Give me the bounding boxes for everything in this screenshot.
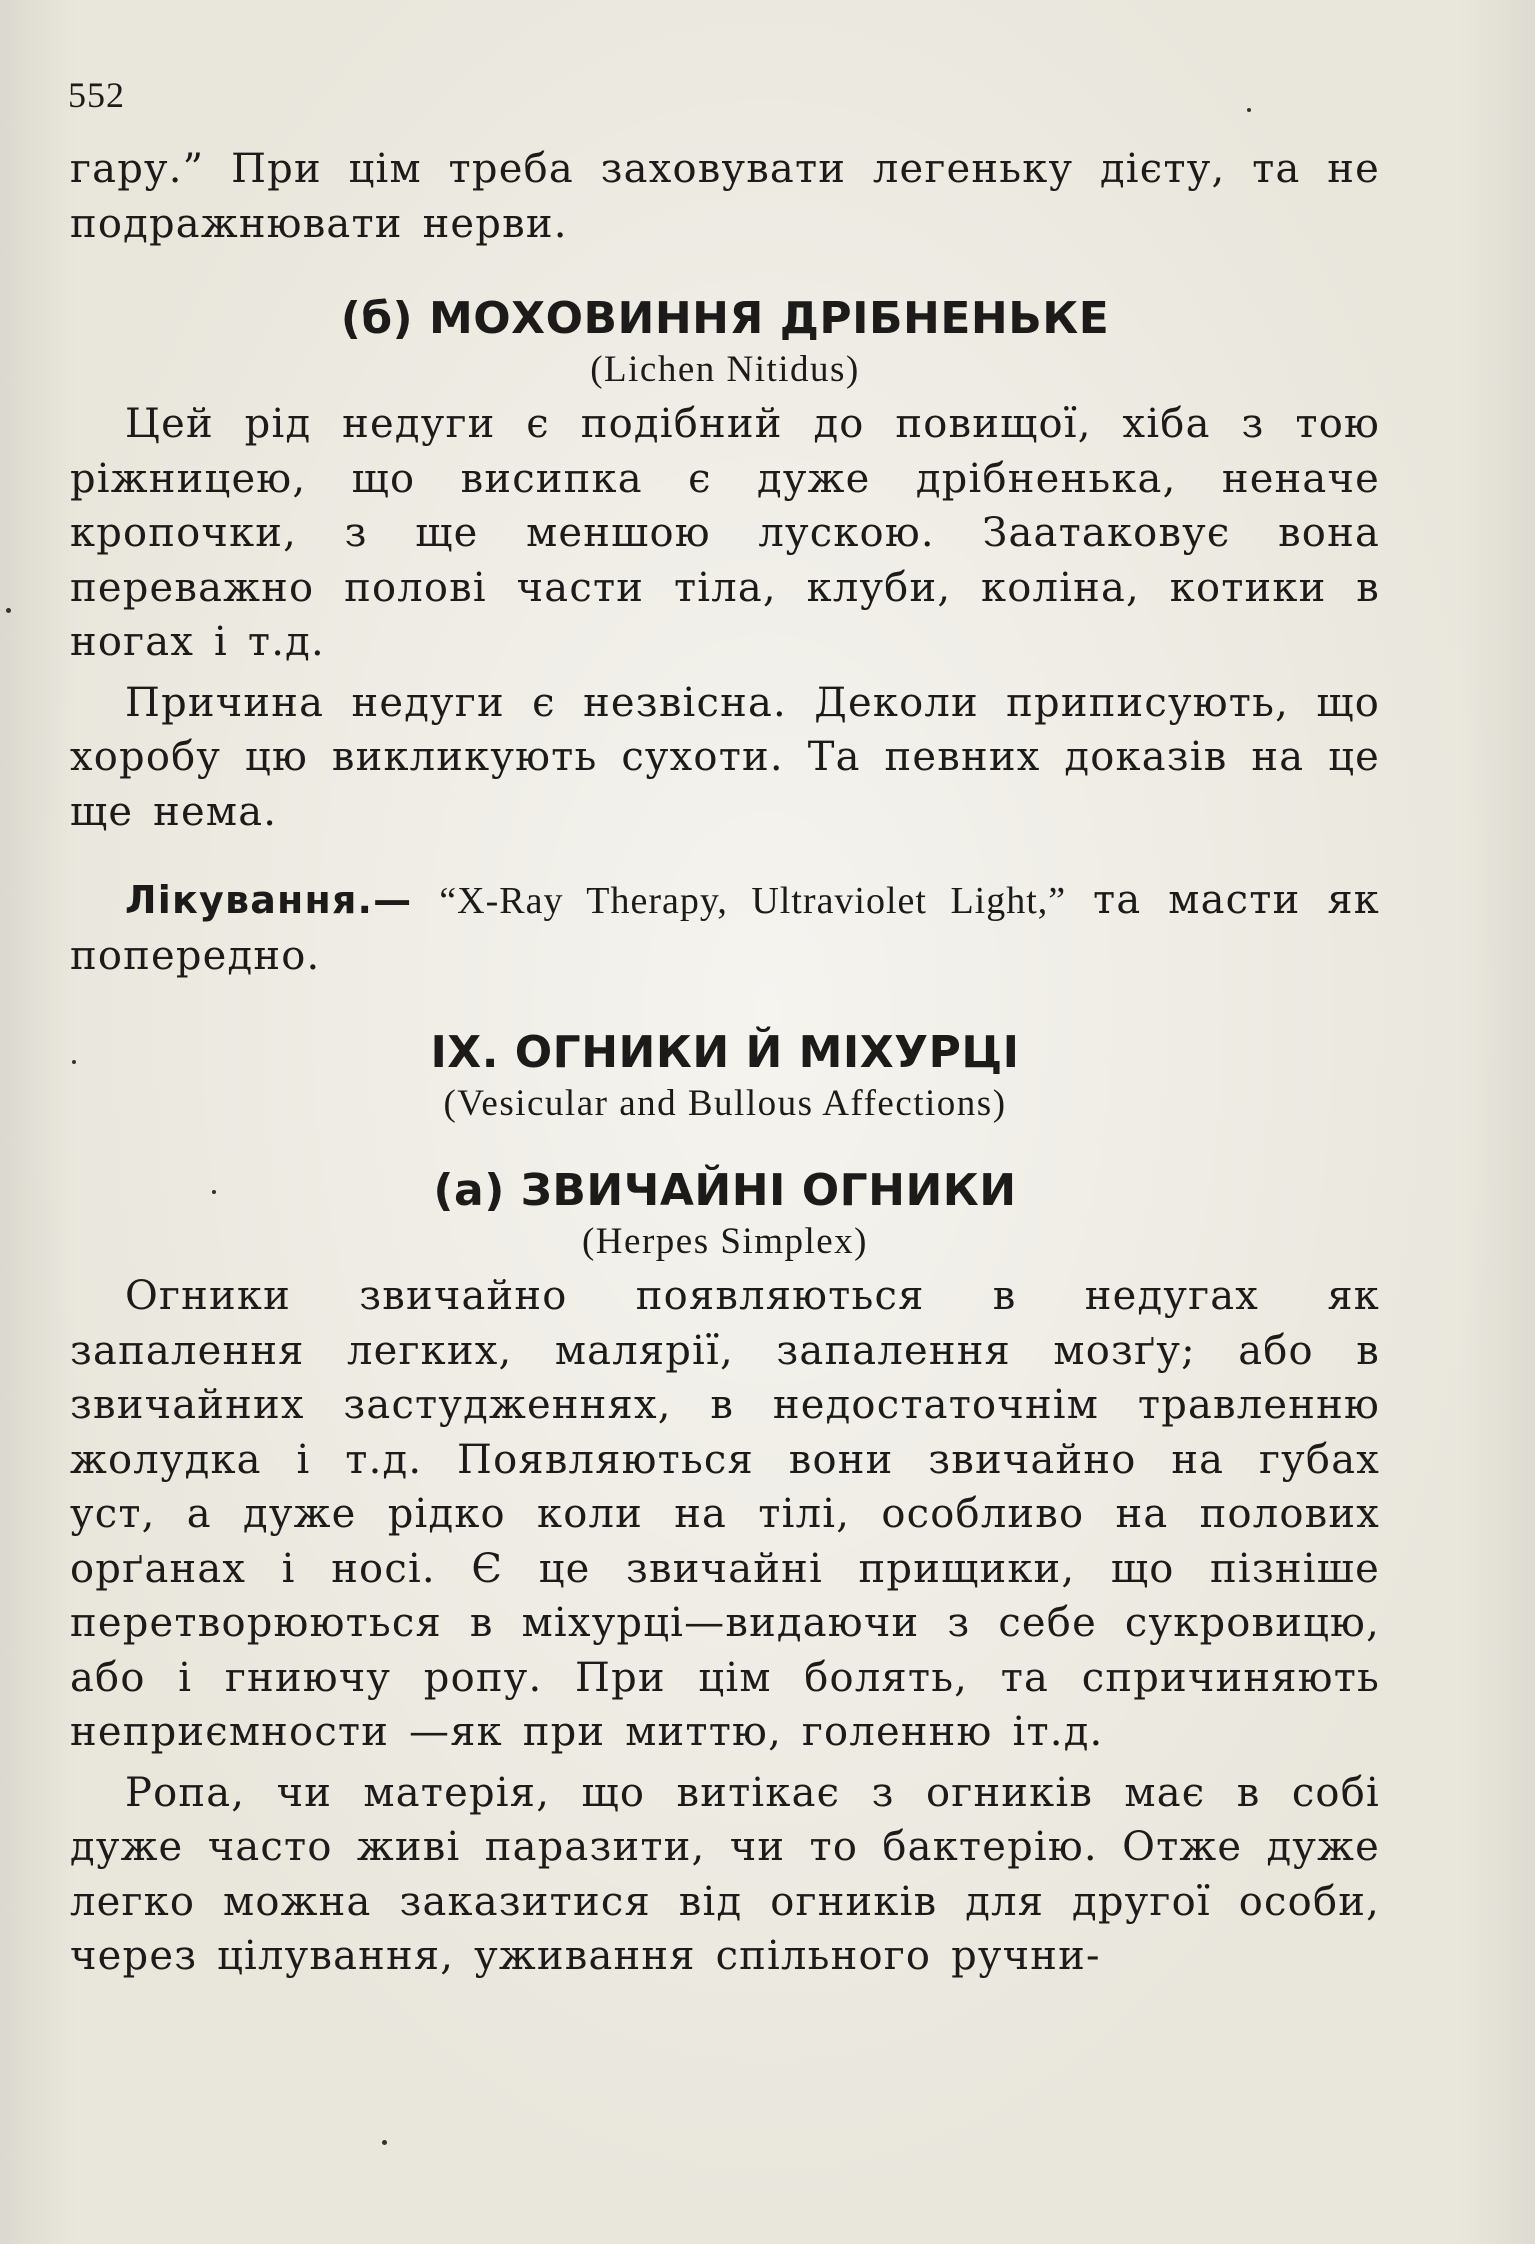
- treatment-rest: та масти як попередно.: [70, 877, 1380, 979]
- treatment-paragraph: [70, 873, 1380, 983]
- print-speck: [6, 608, 11, 613]
- section-ix-latin-heading: (Vesicular and Bullous Affections): [443, 1083, 1007, 1124]
- intro-paragraph: гару.” При цім треба заховувати легеньку дієту, та не подражнювати нерви.: [70, 146, 1380, 247]
- herpes-paragraph-2: Ропа, чи матерія, що витікає з огників має в собі дуже часто живі паразити, чи то бактерію. Отже дуже легко можна заказитися від огників для другої особи, через цілування, уживання спільного ручни-: [70, 1769, 1380, 1979]
- herpes-heading: (а) ЗВИЧАЙНІ ОГНИКИ: [433, 1165, 1017, 1216]
- section-ix-heading: IX. ОГНИКИ Й МІХУРЦІ: [430, 1027, 1020, 1078]
- print-speck: [382, 2140, 387, 2145]
- print-speck: [212, 1190, 216, 1194]
- lichen-paragraph-1: Цей рід недуги є подібний до повищої, хіба з тою ріжницею, що висипка є дуже дрібненька, неначе кропочки, з ще меншою лускою. Заатаковує вона переважно полові части тіла, клуби, коліна, котики в ногах і т.д.: [70, 401, 1380, 665]
- herpes-paragraph-1: Огники звичайно появляються в недугах як запалення легких, малярії, запалення мозґу; або в звичайних застудженнях, в недостаточнім травленню жолудка і т.д. Появляються вони звичайно на губах уст, а дуже рідко коли на тілі, особливо на полових орґанах і носі. Є це звичайні прищики, що пізніше перетворюються в міхурці—видаючи з себе сукровицю, або і гниючу ропу. При цім болять, та спричиняють неприємности —як при миттю, голенню іт.д.: [70, 1273, 1380, 1755]
- herpes-latin-heading: (Herpes Simplex): [581, 1221, 869, 1262]
- print-speck: [1247, 108, 1251, 112]
- page-number: 552: [68, 75, 125, 115]
- print-speck: [72, 1060, 76, 1064]
- treatment-label: Лікування.—: [125, 878, 413, 922]
- lichen-latin-heading: (Lichen Nitidus): [590, 349, 860, 390]
- lichen-heading: (б) МОХОВИННЯ ДРІБНЕНЬКЕ: [340, 293, 1110, 344]
- lichen-paragraph-2: Причина недуги є незвісна. Деколи приписують, що хоробу цю викликують сухоти. Та певних доказів на це ще нема.: [70, 679, 1380, 835]
- treatment-latin-terms: “X-Ray Therapy, Ultraviolet Light,”: [439, 880, 1067, 922]
- page-content: [70, 140, 1380, 1984]
